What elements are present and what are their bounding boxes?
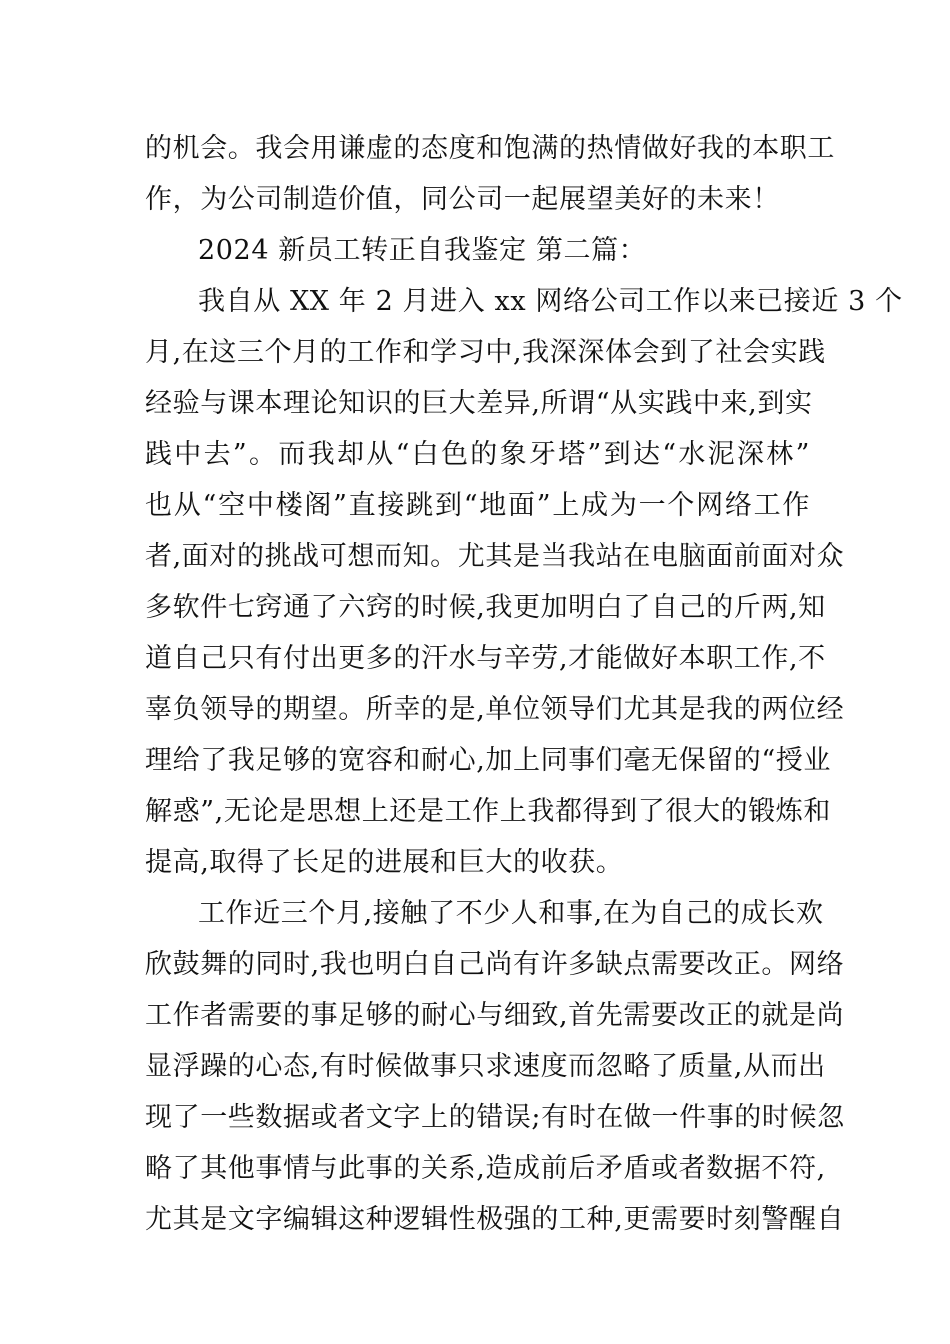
text-line: 解惑”,无论是思想上还是工作上我都得到了很大的锻炼和	[145, 796, 831, 827]
text-line: 我自从 XX 年 2 月进入 xx 网络公司工作以来已接近 3 个	[198, 286, 903, 317]
text-line: 多软件七窍通了六窍的时候,我更加明白了自己的斤两,知	[145, 592, 826, 623]
text-line: 辜负领导的期望。所幸的是,单位领导们尤其是我的两位经	[145, 694, 845, 725]
text-line: 作，为公司制造价值，同公司一起展望美好的未来！	[145, 184, 780, 215]
text-line: 的机会。我会用谦虚的态度和饱满的热情做好我的本职工	[145, 133, 835, 164]
text-line: 工作近三个月,接触了不少人和事,在为自己的成长欢	[198, 898, 824, 929]
text-line: 理给了我足够的宽容和耐心,加上同事们毫无保留的“授业	[145, 745, 831, 776]
text-line: 现了一些数据或者文字上的错误;有时在做一件事的时候忽	[145, 1102, 845, 1133]
section-heading: 2024 新员工转正自我鉴定 第二篇：	[198, 235, 647, 266]
text-line: 显浮躁的心态,有时候做事只求速度而忽略了质量,从而出	[145, 1051, 826, 1082]
text-line: 者,面对的挑战可想而知。尤其是当我站在电脑面前面对众	[145, 541, 845, 572]
text-line: 提高,取得了长足的进展和巨大的收获。	[145, 847, 624, 878]
text-line: 欣鼓舞的同时,我也明白自己尚有许多缺点需要改正。网络	[145, 949, 845, 980]
text-line: 略了其他事情与此事的关系,造成前后矛盾或者数据不符,	[145, 1153, 826, 1184]
text-line: 道自己只有付出更多的汗水与辛劳,才能做好本职工作,不	[145, 643, 826, 674]
text-line: 工作者需要的事足够的耐心与细致,首先需要改正的就是尚	[145, 1000, 845, 1031]
text-line: 月,在这三个月的工作和学习中,我深深体会到了社会实践	[145, 337, 826, 368]
text-line: 经验与课本理论知识的巨大差异,所谓“从实践中来,到实	[145, 388, 813, 419]
text-line: 尤其是文字编辑这种逻辑性极强的工种,更需要时刻警醒自	[145, 1204, 845, 1235]
text-line: 践中去”。而我却从“白色的象牙塔”到达“水泥深林”	[145, 439, 810, 470]
text-line: 也从“空中楼阁”直接跳到“地面”上成为一个网络工作	[145, 490, 810, 521]
